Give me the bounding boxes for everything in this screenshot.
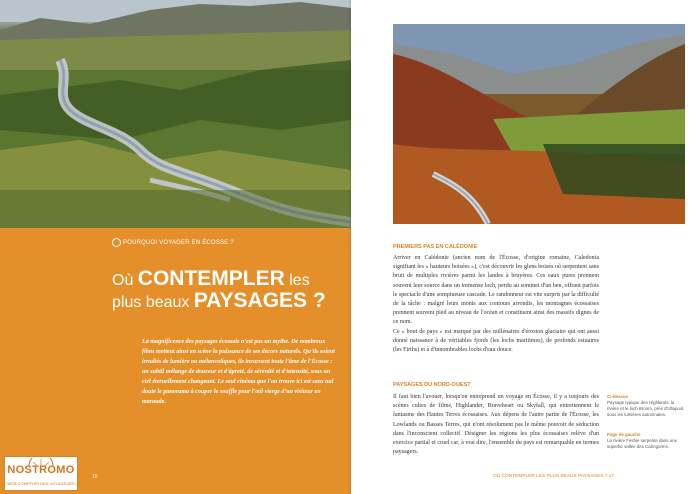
section2-body: Il faut bien l'avouer, lorsqu'on entreprend un voyage en Écosse, il y a toujours des scènes cultes de films, Highlander, Braveheart ou Skyfall, qui entretiennent le fantasme des Hautes Terres écossaises. Aux dépens de l'autre partie de l'Écosse, les Lowlands ou Basses Terres, qui n'ont résolument pas le même pouvoir de séduction dans l'inconscient collectif. Désigner les régions les plus écossaises relève d'un exercice partial et cruel car, à vrai dire, l'ensemble du pays est remarquable en termes paysagers. xyxy=(393,394,599,456)
section1-heading: PREMIERS PAS EN CALÉDONIE xyxy=(393,244,478,250)
logo-tagline: WEB COMPTOIR DES VOYAGEURS xyxy=(7,481,75,486)
logo-name: NOSTROMO xyxy=(7,464,75,476)
river-valley-photo xyxy=(0,0,351,228)
caption-above: Ci-dessus Paysage typique des Highlands, la rivière et le loch Broom, près d'Ullapool, sous les lumières automnales. xyxy=(607,394,685,417)
highland-glen-photo xyxy=(393,24,685,224)
nostromo-logo xyxy=(4,456,78,491)
caption-left-page: Page de gauche La rivière Feshie serpente dans une superbe vallée des Cairngorms. xyxy=(607,432,678,449)
section-tag: POURQUOI VOYAGER EN ÉCOSSE ? xyxy=(112,238,234,247)
right-page xyxy=(351,0,700,494)
section-dot-icon xyxy=(112,238,121,247)
section2-heading: PAYSAGES DU NORD-OUEST xyxy=(393,382,471,388)
running-footer: OÙ CONTEMPLER LES PLUS BEAUX PAYSAGES ? 17 xyxy=(493,474,615,479)
page-number-left: 16 xyxy=(92,474,98,480)
section1-body: Arriver en Calédonie (ancien nom de l'Écosse, d'origine romaine, Caledonia signifiant les « hauteurs boisées »), c'est découvrir les glens boisés où serpentent sans bruit de multiples rivières parmi les landes à bruyères. Ces eaux pures prennent souvent leur source dans un immense loch, perdu au sommet d'un ben, offrant parfois le spectacle d'une somptueuse cascade. Le randonneur est vite surpris par la difficulté de la tâche : malgré leurs monts aux contours arrondis, les montagnes écossaises prennent souvent pied au niveau de l'océan et constituent ainsi des massifs dignes de ce nom. Ce « bout de pays » est marqué par des millénaires d'érosion glaciaire qui ont aussi donné naissance à de véritables fjords (les lochs maritimes), de profonds estuaires (les Firths) et à d'innombrables lochs d'eau douce. xyxy=(393,255,599,354)
intro-paragraph: La magnificence des paysages écossais n'est pas un mythe. De nombreux films mettent ainsi en scène la puissance de ses décors naturels. Qu'ils soient irradiés de lumière ou mélancoliques, ils incarnent toute l'âme de l'Écosse : un subtil mélange de douceur et d'âpreté, de sérénité et d'intensité, sous un ciel éternellement changeant. Le seul cinéma que l'on trouve ici est sans nul doute le panorama à couper le souffle pour l'œil vierge d'un visiteur en maraude. xyxy=(142,339,335,405)
article-headline: Où CONTEMPLER les plus beaux PAYSAGES ? xyxy=(112,267,326,313)
